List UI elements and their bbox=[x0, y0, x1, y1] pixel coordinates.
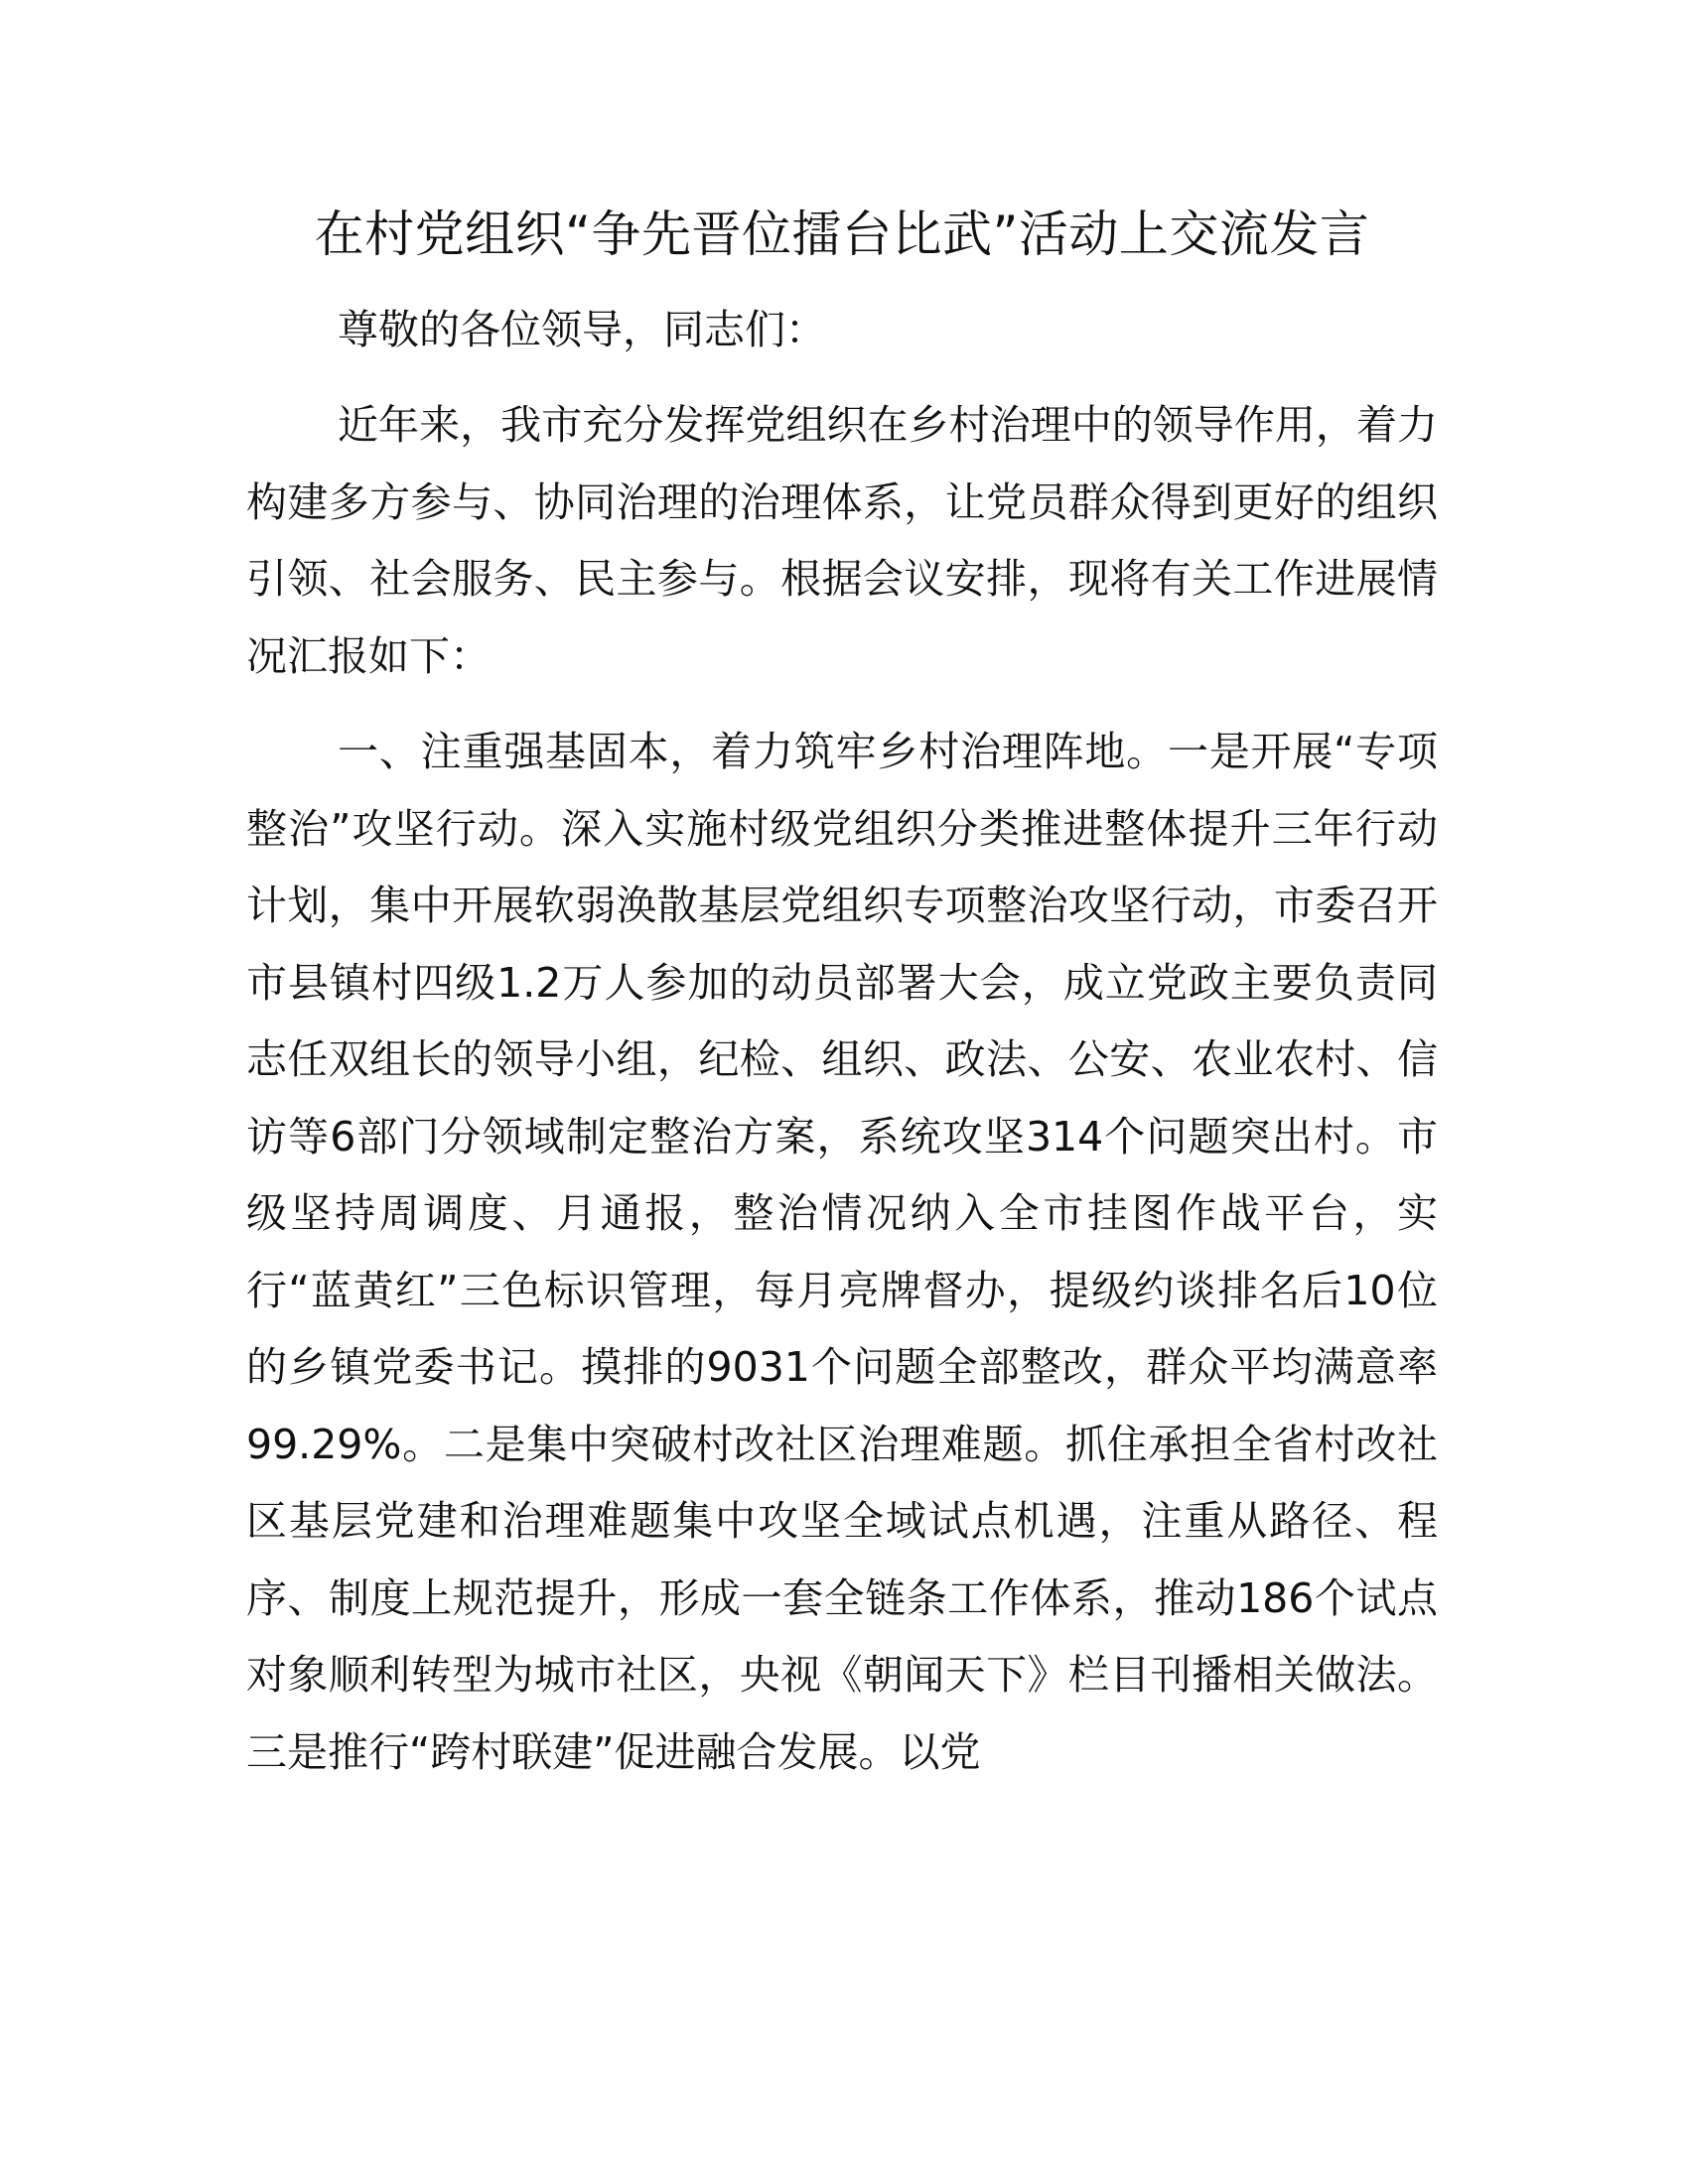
paragraph-intro: 近年来，我市充分发挥党组织在乡村治理中的领导作用，着力构建多方参与、协同治理的治理体系，让党员群众得到更好的组织引领、社会服务、民主参与。根据会议安排，现将有关工作进展情况汇报如下： bbox=[246, 401, 1438, 680]
paragraph-section-one: 一、注重强基固本，着力筑牢乡村治理阵地。一是开展“专项整治”攻坚行动。深入实施村级党组织分类推进整体提升三年行动计划，集中开展软弱涣散基层党组织专项整治攻坚行动，市委召开市县镇村四级1.2万人参加的动员部署大会，成立党政主要负责同志任双组长的领导小组，纪检、组织、政法、公安、农业农村、信访等6部门分领域制定整治方案，系统攻坚314个问题突出村。市级坚持周调度、月通报，整治情况纳入全市挂图作战平台，实行“蓝黄红”三色标识管理，每月亮牌督办，提级约谈排名后10位的乡镇党委书记。摸排的9031个问题全部整改，群众平均满意率99.29%。二是集中突破村改社区治理难题。抓住承担全省村改社区基层党建和治理难题集中攻坚全域试点机遇，注重从路径、程序、制度上规范提升，形成一套全链条工作体系，推动186个试点对象顺利转型为城市社区，央视《朝闻天下》栏目刊播相关做法。三是推行“跨村联建”促进融合发展。以党 bbox=[246, 728, 1438, 1776]
salutation: 尊敬的各位领导，同志们： bbox=[338, 306, 826, 353]
document-body bbox=[246, 197, 1438, 1791]
document-title: 在村党组织“争先晋位擂台比武”活动上交流发言 bbox=[314, 205, 1370, 263]
